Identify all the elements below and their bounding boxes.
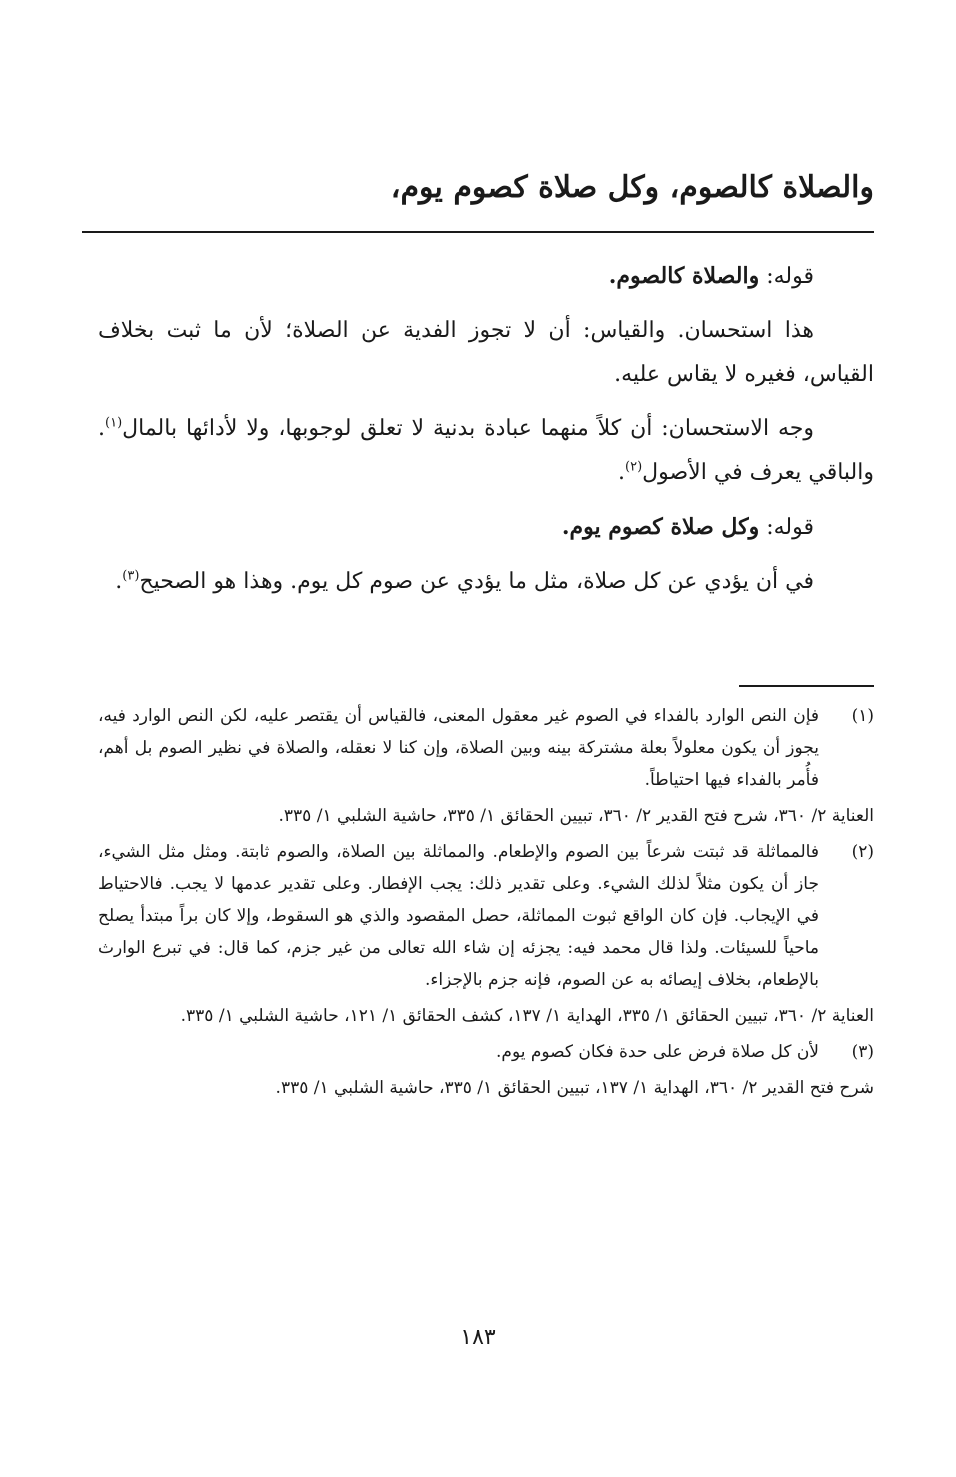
commentary-paragraph-4 — [98, 505, 874, 550]
footnote-number: (٢) — [851, 842, 874, 862]
matn-header: والصلاة كالصوم، وكل صلاة كصوم يوم، — [390, 170, 874, 205]
footnote-text: فالمماثلة قد ثبتت شرعاً بين الصوم والإطعام. والمماثلة بين الصلاة، والصوم ثابتة. ومثل مثل الشيء، جاز أن يكون مثلاً لذلك الشيء. وعلى تقدير ذلك: يجب الإفطار. وعلى تقدير عدمها لا يجب. فالاحتياط في الإيجاب. فإن كان الواقع ثبوت المماثلة، حصل المقصود والذي هو السقوط، وإلا كان براً مبتدأ يصلح ماحياً للسيئات. ولذا قال محمد فيه: يجزئه إن شاء الله تعالى من غير جزم، كما قال: في تبرع الوارث بالإطعام، بخلاف إيصائه به عن الصوم، فإنه جزم بالإجزاء. — [98, 842, 819, 990]
footnote-number: (١) — [851, 706, 874, 726]
footnote-sources: العناية ٢/ ٣٦٠، تبيين الحقائق ١/ ٣٣٥، الهداية ١/ ١٣٧، كشف الحقائق ١/ ١٢١، حاشية الشلبي ١/ ٣٣٥. — [180, 1006, 874, 1026]
paragraph-text: . — [115, 569, 123, 594]
paragraph-text: . — [618, 460, 626, 485]
header-rule — [82, 231, 874, 233]
page-number: ١٨٣ — [460, 1325, 496, 1350]
qawluh-prefix: قوله: — [759, 515, 814, 540]
footnote-2 — [98, 836, 874, 1032]
quoted-matn: والصلاة كالصوم. — [608, 263, 760, 289]
commentary-paragraph-3 — [98, 407, 874, 495]
footnote-ref-2[interactable]: (٢) — [625, 459, 643, 475]
commentary-paragraph-1 — [98, 254, 874, 299]
footnote-number: (٣) — [851, 1042, 874, 1062]
quoted-matn: وكل صلاة كصوم يوم. — [561, 514, 760, 540]
footnote-ref-1[interactable]: (١) — [105, 415, 123, 431]
paragraph-text: وجه الاستحسان: أن كلاً منهما عبادة بدنية لا تعلق لوجوبها، ولا لأدائها بالمال — [122, 416, 814, 441]
qawluh-prefix: قوله: — [759, 264, 814, 289]
footnote-text: لأن كل صلاة فرض على حدة فكان كصوم يوم. — [496, 1042, 819, 1062]
footnote-ref-3[interactable]: (٣) — [122, 568, 140, 584]
footnote-sources: العناية ٢/ ٣٦٠، شرح فتح القدير ٢/ ٣٦٠، تبيين الحقائق ١/ ٣٣٥، حاشية الشلبي ١/ ٣٣٥. — [278, 806, 874, 826]
footnote-1 — [98, 700, 874, 832]
footnote-3 — [98, 1036, 874, 1104]
footnotes — [98, 700, 874, 1108]
commentary-paragraph-2: هذا استحسان. والقياس: أن لا تجوز الفدية عن الصلاة؛ لأن ما ثبت بخلاف القياس، فغيره لا يقاس عليه. — [98, 318, 874, 387]
paragraph-text: في أن يؤدي عن كل صلاة، مثل ما يؤدي عن صوم كل يوم. وهذا هو الصحيح — [139, 569, 814, 594]
footnote-sources: شرح فتح القدير ٢/ ٣٦٠، الهداية ١/ ١٣٧، تبيين الحقائق ١/ ٣٣٥، حاشية الشلبي ١/ ٣٣٥. — [275, 1078, 874, 1098]
footnote-separator — [739, 685, 874, 687]
commentary-body — [98, 254, 874, 614]
commentary-paragraph-5 — [98, 560, 874, 604]
paragraph-text: . والباقي يعرف في الأصول — [98, 416, 874, 485]
footnote-text: فإن النص الوارد بالفداء في الصوم غير معقول المعنى، فالقياس أن يقتصر عليه، لكن النص الوارد فيه، يجوز أن يكون معلولاً بعلة مشتركة بينه وبين الصلاة، وإن كنا لا نعقله، والصلاة في نظير الصوم بل أهم، فأُمر بالفداء فيها احتياطاً. — [98, 706, 819, 790]
